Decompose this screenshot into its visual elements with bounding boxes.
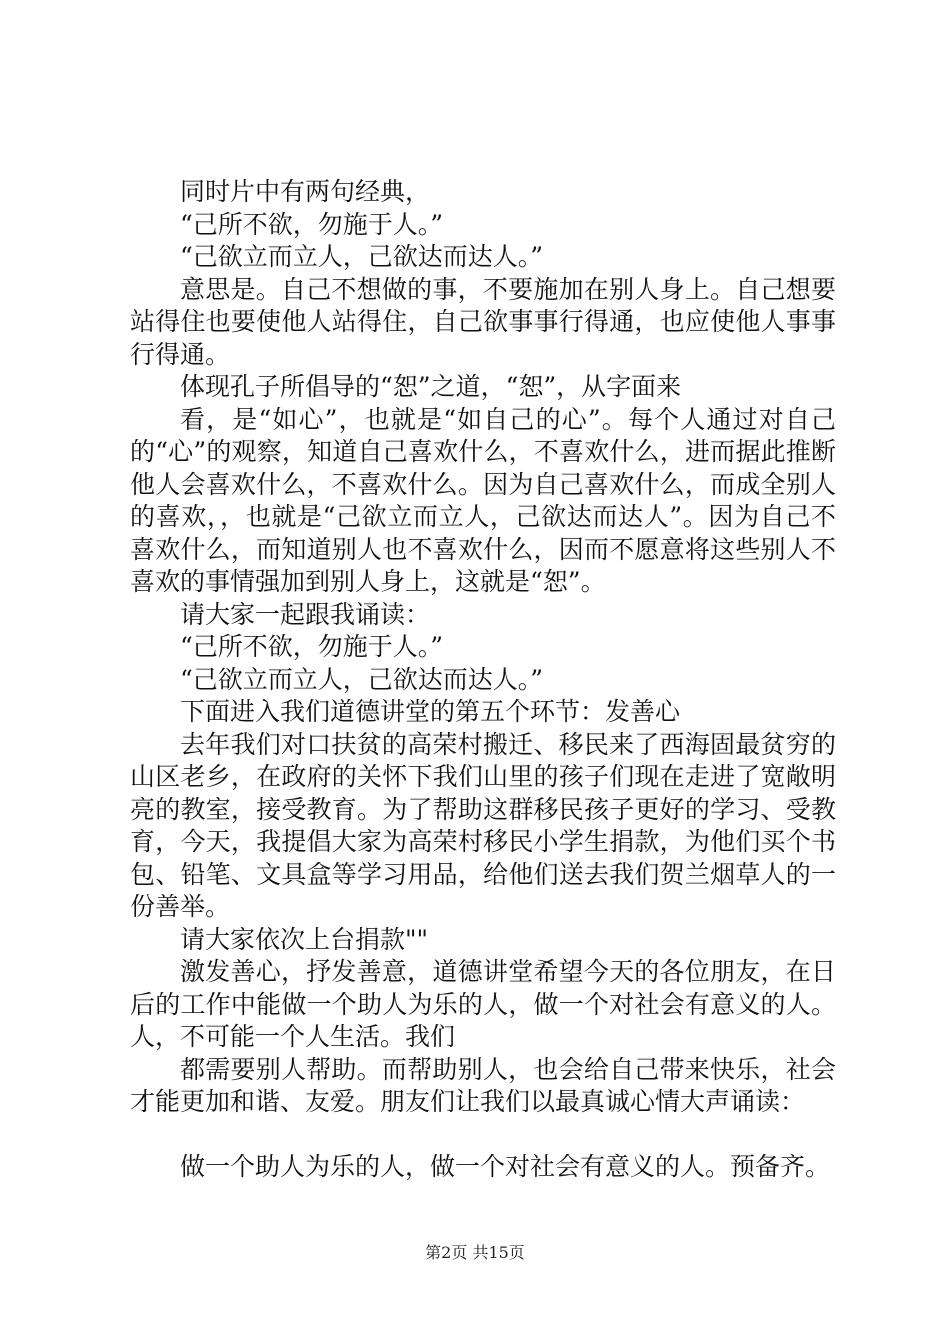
paragraph-15: 做一个助人为乐的人，做一个对社会有意义的人。预备齐。 bbox=[180, 1151, 831, 1181]
paragraph-5: 体现孔子所倡导的“恕”之道，“恕”，从字面来 bbox=[180, 372, 682, 401]
paragraph-10: 下面进入我们道德讲堂的第五个环节：发善心 bbox=[180, 697, 681, 726]
paragraph-14: 都需要别人帮助。而帮助别人，也会给自己带来快乐，社会才能更加和谐、友爱。朋友们让我们以最真诚心情大声诵读： bbox=[130, 1054, 836, 1116]
paragraph-12: 请大家依次上台捐款"" bbox=[180, 924, 428, 954]
page-number-footer: 第2页 共15页 bbox=[425, 1243, 525, 1262]
paragraph-9: “己欲立而立人，己欲达而达人。” bbox=[180, 664, 544, 694]
paragraph-3: “己欲立而立人，己欲达而达人。” bbox=[180, 242, 544, 271]
document-body bbox=[130, 176, 836, 1183]
paragraph-11: 去年我们对口扶贫的高荣村搬迁、移民来了西海固最贫穷的山区老乡，在政府的关怀下我们山里的孩子们现在走进了宽敞明亮的教室，接受教育。为了帮助这群移民孩子更好的学习、受教育，今天，我提倡大家为高荣村移民小学生捐款，为他们买个书包、铅笔、文具盒等学习用品，给他们送去我们贺兰烟草人的一份善举。 bbox=[130, 729, 836, 921]
paragraph-4: 意思是。自己不想做的事，不要施加在别人身上。自己想要站得住也要使他人站得住，自己欲事事行得通，也应使他人事事行得通。 bbox=[130, 274, 836, 369]
paragraph-13: 激发善心，抒发善意，道德讲堂希望今天的各位朋友，在日后的工作中能做一个助人为乐的人，做一个对社会有意义的人。人，不可能一个人生活。我们 bbox=[130, 957, 836, 1051]
paragraph-2: “己所不欲，勿施于人。” bbox=[180, 209, 444, 239]
paragraph-8: “己所不欲，勿施于人。” bbox=[180, 632, 444, 661]
paragraph-1: 同时片中有两句经典， bbox=[180, 177, 431, 206]
paragraph-7: 请大家一起跟我诵读： bbox=[180, 599, 431, 629]
paragraph-6: 看，是“如心”，也就是“如自己的心”。每个人通过对自己的“心”的观察，知道自己喜欢什么，不喜欢什么，进而据此推断他人会喜欢什么，不喜欢什么。因为自己喜欢什么，而成全别人的喜欢，，也就是“己欲立而立人，己欲达而达人”。因为自己不喜欢什么，而知道别人也不喜欢什么，因而不愿意将这些别人不喜欢的事情强加到别人身上，这就是“恕”。 bbox=[130, 404, 836, 596]
